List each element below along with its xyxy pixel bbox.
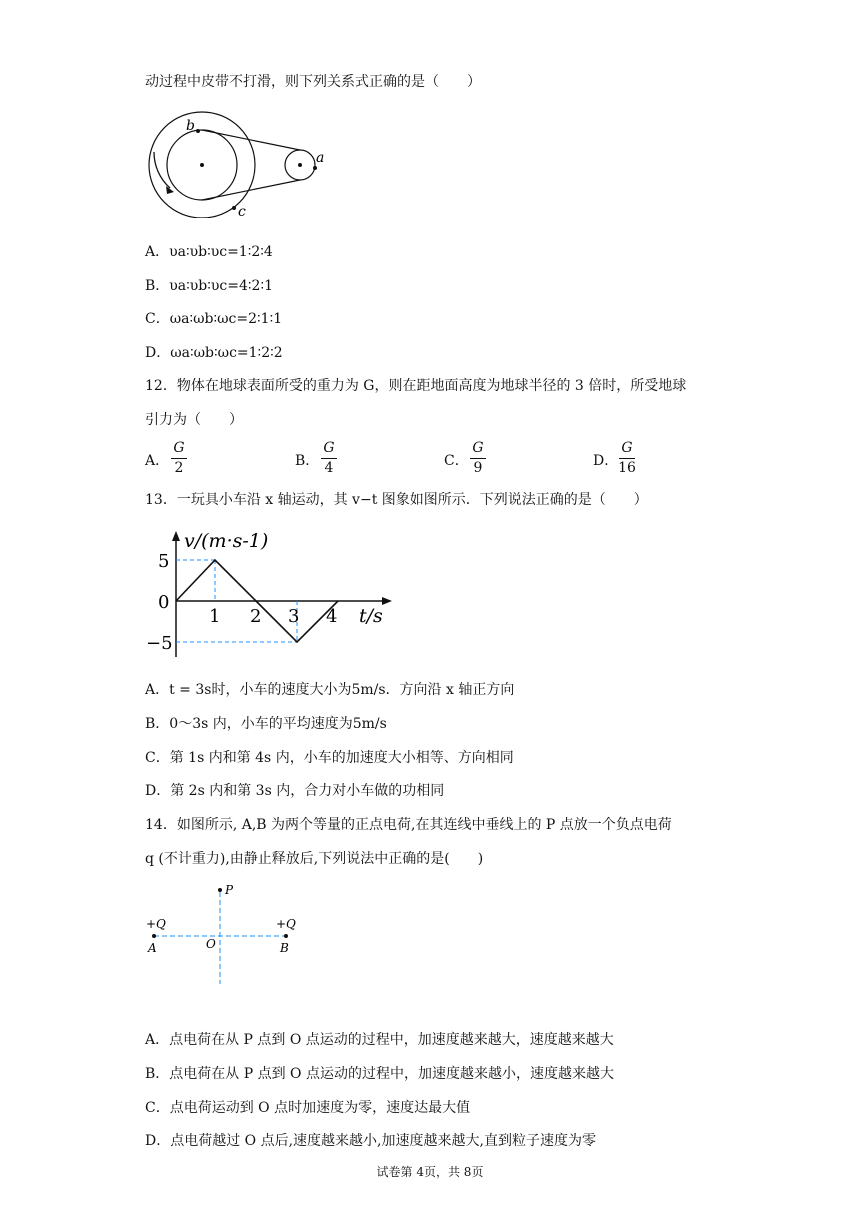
y-tick-minus5: −5 (146, 633, 173, 654)
label-a: A (148, 941, 157, 955)
label-b: b (186, 118, 195, 134)
x-tick-1: 1 (209, 606, 221, 627)
q14-option-c: C．点电荷运动到 O 点时加速度为零，速度达最大值 (145, 1100, 471, 1116)
label-c: c (238, 204, 246, 218)
x-tick-2: 2 (250, 606, 262, 627)
label-p: P (225, 883, 234, 897)
q11-option-a: A．υa∶υb∶υc=1∶2∶4 (145, 244, 273, 260)
x-axis-label: t/s (359, 605, 383, 627)
q11-option-d: D．ωa∶ωb∶ωc=1∶2∶2 (145, 345, 283, 361)
pulley-belt-diagram (140, 108, 340, 218)
x-tick-4: 4 (326, 606, 338, 627)
q13-option-c: C．第 1s 内和第 4s 内，小车的加速度大小相等、方向相同 (145, 750, 514, 766)
y-axis-label: v/(m·s-1) (184, 530, 269, 552)
q11-stem-continuation: 动过程中皮带不打滑，则下列关系式正确的是（ ） (145, 74, 481, 90)
q13-option-b: B．0～3s 内，小车的平均速度为5m/s (145, 716, 387, 732)
q13-option-a: A．t = 3s时，小车的速度大小为5m/s．方向沿 x 轴正方向 (145, 682, 515, 698)
q12-stem-line1: 12．物体在地球表面所受的重力为 G，则在距地面高度为地球半径的 3 倍时，所受地球 (145, 378, 687, 394)
label-qb: +Q (276, 917, 296, 931)
label-qa: +Q (146, 917, 166, 931)
q11-option-c: C．ωa∶ωb∶ωc=2∶1∶1 (145, 311, 283, 327)
q11-option-b: B．υa∶υb∶υc=4∶2∶1 (145, 278, 273, 294)
q14-stem-line1: 14．如图所示, A,B 为两个等量的正点电荷,在其连线中垂线上的 P 点放一个负点电荷 (145, 817, 672, 833)
q14-stem-line2: q (不计重力),由静止释放后,下列说法中正确的是( ) (145, 851, 484, 867)
point-charge-diagram (140, 880, 310, 990)
v-t-graph (140, 525, 400, 665)
y-tick-5: 5 (158, 551, 170, 572)
q14-option-a: A．点电荷在从 P 点到 O 点运动的过程中，加速度越来越大，速度越来越大 (145, 1032, 614, 1048)
q14-option-d: D．点电荷越过 O 点后,速度越来越小,加速度越来越大,直到粒子速度为零 (145, 1133, 596, 1149)
label-b: B (280, 941, 289, 955)
q14-option-b: B．点电荷在从 P 点到 O 点运动的过程中，加速度越来越小，速度越来越大 (145, 1066, 614, 1082)
y-tick-0: 0 (158, 592, 170, 613)
label-o: O (206, 937, 216, 951)
page-footer: 试卷第 4页，共 8页 (376, 1165, 484, 1179)
q13-stem: 13．一玩具小车沿 x 轴运动，其 v−t 图象如图所示．下列说法正确的是（ ） (145, 492, 648, 508)
q12-stem-line2: 引力为（ ） (145, 412, 243, 428)
label-a: a (316, 150, 325, 166)
x-tick-3: 3 (288, 606, 300, 627)
q13-option-d: D．第 2s 内和第 3s 内，合力对小车做的功相同 (145, 783, 445, 799)
